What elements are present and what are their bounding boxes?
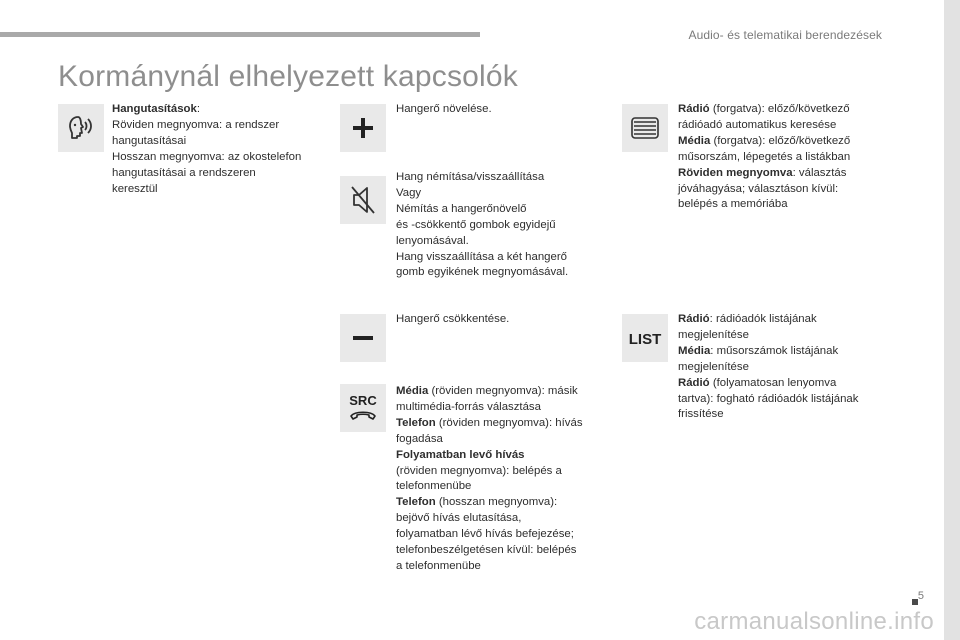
text-line: Vagy	[396, 186, 422, 199]
text-line: hangutasításai	[112, 134, 187, 147]
text-line: műsorszám, lépegetés a listákban	[678, 150, 851, 163]
chapter-title: Audio- és telematikai berendezések	[688, 28, 882, 42]
text-line: multimédia-forrás választása	[396, 400, 541, 413]
text-line: bejövő hívás elutasítása,	[396, 512, 522, 525]
src-description: Média (röviden megnyomva): másik multimédia-forrás választása Telefon (röviden megnyomva): hívás fogadása Folyamatban levő hívás (röviden megnyomva): belépés a telefonmenübe Telefon (hosszan megnyomva): bejövő hívás elutasítása, folyamatban lévő hívás befejezése; telefonbeszélgetésen kívül: belépés a telefonmenübe	[396, 384, 583, 575]
voice-title: Hangutasítások	[112, 103, 197, 115]
text-line: telefonbeszélgetésen kívül: belépés	[396, 544, 577, 557]
text-line: rádióadó automatikus keresése	[678, 118, 837, 131]
text-line: Röviden megnyomva: a rendszer	[112, 118, 280, 131]
voice-command-description: Hangutasítások: Röviden megnyomva: a rendszer hangutasításai Hosszan megnyomva: az okostelefon hangutasításai a rendszeren keresztül	[112, 102, 301, 197]
text-line: Némítás a hangerőnövelő	[396, 202, 527, 215]
text-line: lenyomásával.	[396, 234, 469, 247]
watermark: carmanualsonline.info	[694, 608, 934, 635]
text-line: jóváhagyása; választáson kívül:	[678, 182, 839, 195]
text-line: folyamatban lévő hívás befejezése;	[396, 528, 574, 541]
svg-text:LIST: LIST	[628, 331, 662, 348]
thumbwheel-icon	[622, 104, 668, 152]
text-line: Hang némítása/visszaállítása	[396, 171, 545, 183]
text-line: Hangerő növelése.	[396, 103, 492, 115]
text-line: és -csökkentő gombok egyidejű	[396, 218, 556, 231]
voice-command-icon	[58, 104, 104, 152]
text-line: keresztül	[112, 182, 158, 195]
text-line: gomb egyikének megnyomásával.	[396, 266, 569, 279]
text-line: Hangerő csökkentése.	[396, 313, 510, 325]
thumbwheel-description: Rádió (forgatva): előző/következő rádióadó automatikus keresése Média (forgatva): előző/következő műsorszám, lépegetés a listákban Röviden megnyomva: választás jóváhagyása; választáson kívül: belépés a memóriába	[678, 102, 850, 213]
text-line: telefonmenübe	[396, 480, 472, 493]
list-icon	[622, 314, 668, 362]
text-line: tartva): fogható rádióadók listájának	[678, 392, 859, 405]
text-line: belépés a memóriába	[678, 198, 788, 211]
text-line: fogadása	[396, 432, 443, 445]
list-description: Rádió: rádióadók listájának megjelenítése Média: műsorszámok listájának megjelenítése Rádió (folyamatosan lenyomva tartva): fogható rádióadók listájának frissítése	[678, 312, 858, 423]
text-line: Hosszan megnyomva: az okostelefon	[112, 150, 302, 163]
header-rule	[0, 32, 480, 37]
svg-text:SRC: SRC	[349, 393, 377, 408]
text-line: megjelenítése	[678, 328, 749, 341]
text-line: a telefonmenübe	[396, 559, 481, 572]
text-line: frissítése	[678, 408, 724, 421]
page-edge-bar	[944, 0, 960, 640]
text-line: Hang visszaállítása a két hangerő	[396, 250, 567, 263]
mute-icon	[340, 176, 386, 224]
volume-up-description	[396, 102, 492, 118]
volume-down-icon	[340, 314, 386, 362]
text-line: hangutasításai a rendszeren	[112, 166, 256, 179]
page-title: Kormánynál elhelyezett kapcsolók	[58, 60, 518, 93]
text-line: (röviden megnyomva): belépés a	[396, 464, 562, 477]
volume-up-icon	[340, 104, 386, 152]
mute-description	[396, 170, 568, 281]
volume-down-description	[396, 312, 509, 328]
src-phone-icon	[340, 384, 386, 432]
text-line: megjelenítése	[678, 360, 749, 373]
page-number: 5	[917, 590, 924, 602]
